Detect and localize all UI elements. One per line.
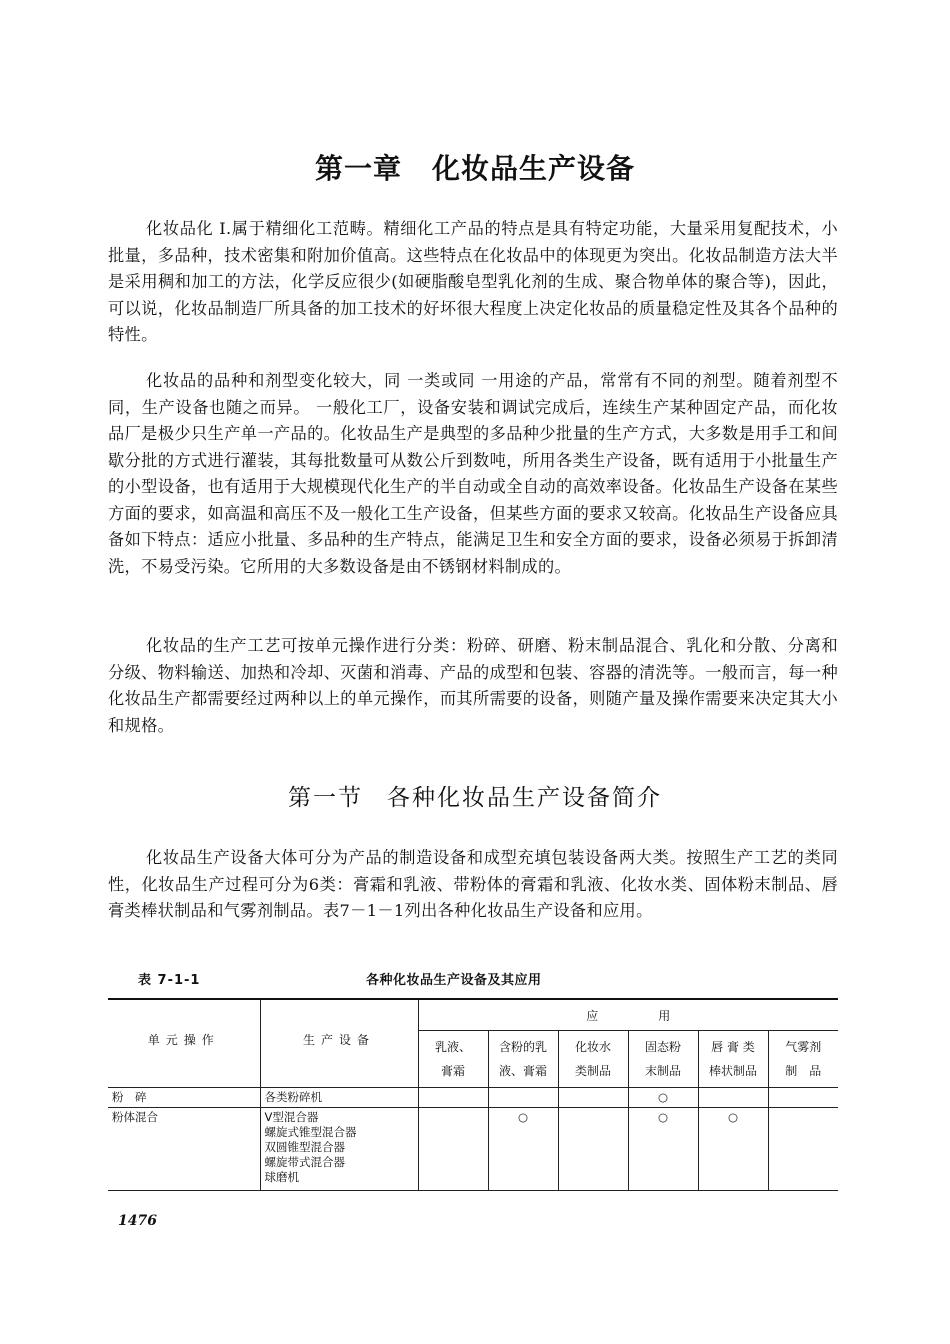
mark-cell xyxy=(558,1108,628,1191)
mark-cell xyxy=(418,1108,488,1191)
mark-cell xyxy=(698,1088,768,1108)
app-column-header: 化妆水 类制品 xyxy=(558,1031,628,1088)
page-number: 1476 xyxy=(118,1213,157,1229)
app-column-header: 含粉的乳 液、膏霜 xyxy=(488,1031,558,1088)
unit-op-cell: 粉 碎 xyxy=(108,1088,260,1108)
mark-cell xyxy=(768,1088,838,1108)
paragraph-varieties: 化妆品的品种和剂型变化较大，同 一类或同 一用途的产品，常常有不同的剂型。随着剂型不同，生产设备也随之而异。 一般化工厂，设备安装和调试完成后，连续生产某种固定产品，而化妆品厂是极少只生产单一产品的。化妆品生产是典型的多品种少批量的生产方式，大多数是用手工和间歇分批的方式进行灌装，其每批数量可从数公斤到数吨，所用各类生产设备，既有适用于小批量生产的小型设备，也有适用于大规模现代化生产的半自动或全自动的高效率设备。化妆品生产设备在某些方面的要求，如高温和高压不及一般化工生产设备，但某些方面的要求又较高。化妆品生产设备应具备如下特点：适应小批量、多品种的生产特点，能满足卫生和安全方面的要求，设备必须易于拆卸清洗，不易受污染。它所用的大多数设备是由不锈钢材料制成的。 xyxy=(108,371,838,576)
chapter-title-text: 化妆品生产设备 xyxy=(432,152,636,185)
table-row xyxy=(108,1088,838,1108)
section-title xyxy=(0,779,950,812)
paragraph-classification: 化妆品生产设备大体可分为产品的制造设备和成型充填包装设备两大类。按照生产工艺的类同性，化妆品生产过程可分为6类：膏霜和乳液、带粉体的膏霜和乳液、化妆水类、固体粉末制品、唇膏类棒状制品和气雾剂制品。表7－1－1列出各种化妆品生产设备和应用。 xyxy=(108,848,838,920)
app-column-header: 气雾剂 制 品 xyxy=(768,1031,838,1088)
table-label: 表 7-1-1 xyxy=(138,973,201,988)
equipment-table xyxy=(108,998,838,1191)
header-equipment: 生产设备 xyxy=(260,999,418,1088)
chapter-title xyxy=(0,147,950,187)
unit-op-cell: 粉体混合 xyxy=(108,1108,260,1191)
mark-cell: ○ xyxy=(628,1108,698,1191)
equipment-cell: V型混合器 螺旋式锥型混合器 双圆锥型混合器 螺旋带式混合器 球磨机 xyxy=(260,1108,418,1191)
section-number: 第一节 xyxy=(288,785,363,811)
paragraph-unit-operations: 化妆品的生产工艺可按单元操作进行分类：粉碎、研磨、粉末制品混合、乳化和分散、分离和分级、物料输送、加热和冷却、灭菌和消毒、产品的成型和包装、容器的清洗等。一般而言，每一种化妆品生产都需要经过两种以上的单元操作，而其所需要的设备，则随产量及操作需要来决定其大小和规格。 xyxy=(108,636,838,735)
mark-cell: ○ xyxy=(698,1108,768,1191)
header-application: 应用 xyxy=(418,999,838,1031)
mark-cell xyxy=(768,1108,838,1191)
app-column-header: 唇 膏 类 棒状制品 xyxy=(698,1031,768,1088)
mark-cell xyxy=(558,1088,628,1108)
section-title-text: 各种化妆品生产设备简介 xyxy=(387,785,662,811)
equipment-table-container xyxy=(108,998,838,1198)
equipment-cell: 各类粉碎机 xyxy=(260,1088,418,1108)
mark-cell xyxy=(488,1088,558,1108)
mark-cell xyxy=(418,1088,488,1108)
app-column-header: 固态粉 末制品 xyxy=(628,1031,698,1088)
app-column-header: 乳液、 膏霜 xyxy=(418,1031,488,1088)
chapter-number: 第一章 xyxy=(314,152,402,185)
paragraph-intro: 化妆品化 I.属于精细化工范畴。精细化工产品的特点是具有特定功能，大量采用复配技术，小批量，多品种，技术密集和附加价值高。这些特点在化妆品中的体现更为突出。化妆品制造方法大半是采用稠和加工的方法，化学反应很少(如硬脂酸皂型乳化剂的生成、聚合物单体的聚合等)，因此，可以说，化妆品制造厂所具备的加工技术的好坏很大程度上决定化妆品的质量稳定性及其各个品种的特性。 xyxy=(108,219,838,344)
table-row xyxy=(108,1108,838,1191)
mark-cell: ○ xyxy=(488,1108,558,1191)
header-unit-operation: 单元操作 xyxy=(108,999,260,1088)
mark-cell: ○ xyxy=(628,1088,698,1108)
table-title: 各种化妆品生产设备及其应用 xyxy=(366,973,542,988)
